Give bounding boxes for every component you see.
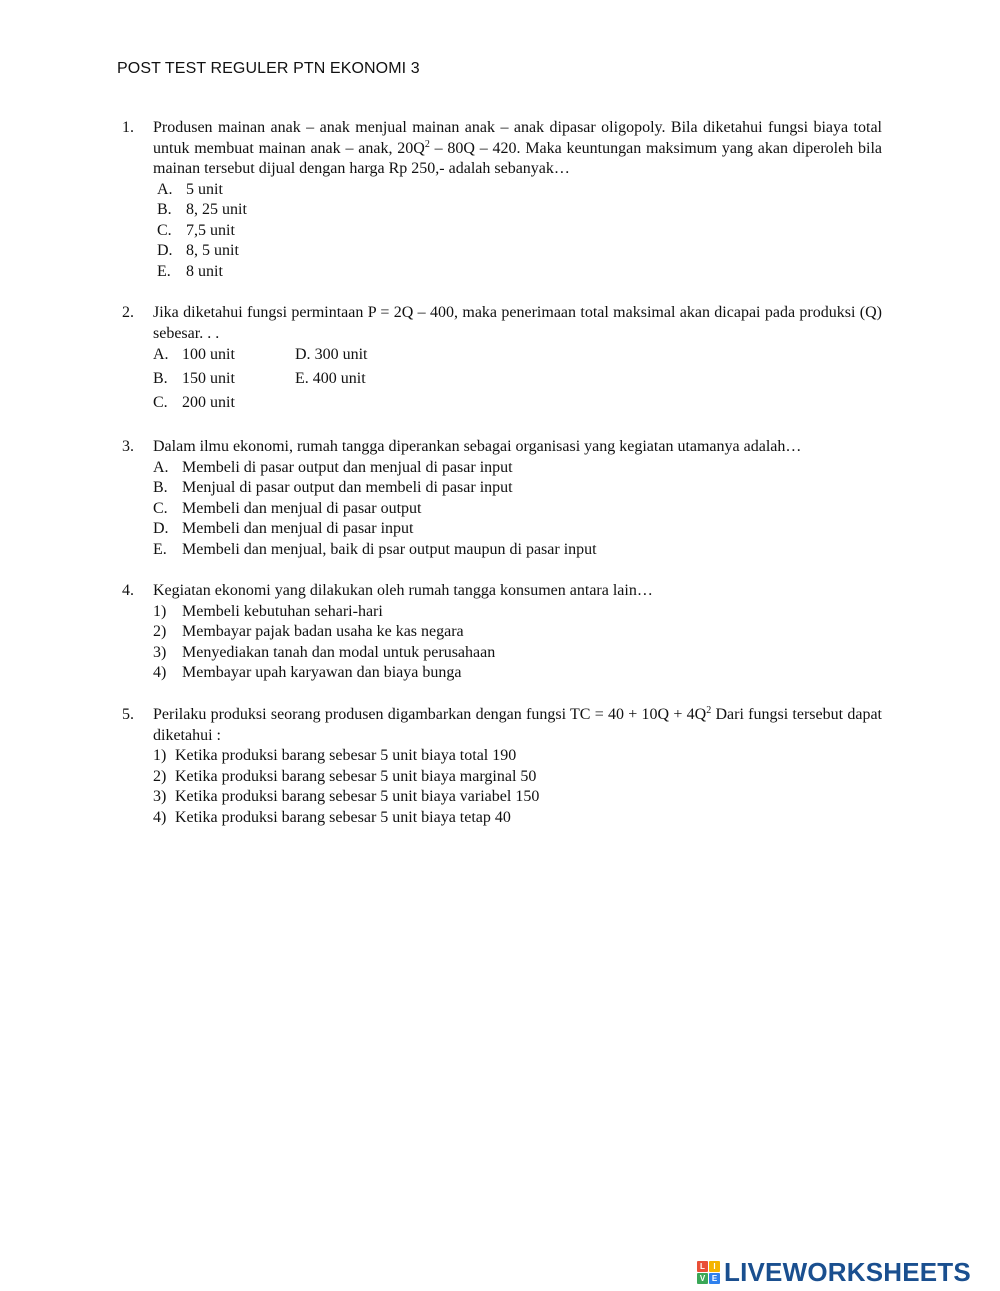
statement-2: 2) Membayar pajak badan usaha ke kas negara — [153, 623, 464, 640]
option-d[interactable]: D. Membeli dan menjual di pasar input — [153, 520, 414, 537]
option-e[interactable]: E. 8 unit — [157, 262, 223, 280]
question-1 — [122, 118, 882, 282]
question-number: 3. — [122, 438, 134, 455]
page-title: POST TEST REGULER PTN EKONOMI 3 — [117, 60, 420, 77]
superscript: 2 — [706, 705, 712, 716]
option-a[interactable]: A. 5 unit — [157, 180, 223, 198]
logo-tile-e: E — [709, 1273, 720, 1284]
option-b[interactable]: B. 8, 25 unit — [157, 201, 247, 218]
question-text: Kegiatan ekonomi yang dilakukan oleh rumah tangga konsumen antara lain… — [153, 582, 653, 599]
option-d[interactable]: D. 8, 5 unit — [157, 242, 239, 259]
logo-text: LIVEWORKSHEETS — [724, 1257, 971, 1287]
question-text: Jika diketahui fungsi permintaan P = 2Q – 400, maka penerimaan total maksimal akan dicapai pada produksi (Q) sebesar. . . — [153, 304, 882, 342]
logo-tile-v: V — [697, 1273, 708, 1284]
question-text: Perilaku produksi seorang produsen digambarkan dengan fungsi TC = $40 + 10Q + 4Q^2$ Dari fungsi tersebut dapat diketahui : — [153, 705, 882, 744]
question-5 — [122, 705, 882, 828]
option-c[interactable]: C. Membeli dan menjual di pasar output — [153, 499, 422, 517]
statement-3: 3) Ketika produksi barang sebesar 5 unit biaya variabel 150 — [153, 788, 540, 805]
statement-4: 4) Membayar upah karyawan dan biaya bunga — [153, 664, 462, 681]
option-b[interactable]: B. Menjual di pasar output dan membeli di pasar input — [153, 479, 513, 496]
statement-3: 3) Menyediakan tanah dan modal untuk perusahaan — [153, 643, 496, 661]
question-number: 1. — [122, 119, 134, 136]
logo-tiles-icon — [697, 1261, 720, 1284]
superscript: 2 — [424, 138, 430, 150]
options-grid — [153, 345, 882, 414]
liveworksheets-logo[interactable] — [697, 1257, 971, 1287]
statement-2: 2) Ketika produksi barang sebesar 5 unit biaya marginal 50 — [153, 767, 537, 785]
question-3 — [122, 437, 882, 560]
logo-tile-l: L — [697, 1261, 708, 1272]
statement-4: 4) Ketika produksi barang sebesar 5 unit biaya tetap 40 — [153, 808, 511, 826]
option-e[interactable]: E. 400 unit — [295, 370, 366, 387]
statement-1: 1) Ketika produksi barang sebesar 5 unit biaya total 190 — [153, 747, 517, 764]
question-number: 2. — [122, 304, 134, 321]
question-text: Produsen mainan anak – anak menjual mainan anak – anak dipasar oligopoly. Bila diketahui fungsi biaya total untuk membuat mainan anak – anak, $20Q^2 - 80Q - 420$. Maka keuntungan maksimum yang akan diperoleh bila mainan tersebut dijual dengan harga Rp 250,- adalah sebanyak… — [153, 119, 882, 177]
logo-tile-i: I — [709, 1261, 720, 1272]
question-text: Dalam ilmu ekonomi, rumah tangga diperankan sebagai organisasi yang kegiatan utamanya adalah… — [153, 438, 802, 455]
question-number: 4. — [122, 582, 134, 599]
option-a[interactable]: A. 100 unit — [153, 346, 235, 363]
option-d[interactable]: D. 300 unit — [295, 346, 368, 363]
option-c[interactable]: C. 7,5 unit — [157, 221, 235, 239]
question-4 — [122, 581, 882, 684]
option-b[interactable]: B. 150 unit — [153, 370, 235, 387]
question-2 — [122, 303, 882, 414]
statement-1: 1) Membeli kebutuhan sehari-hari — [153, 602, 383, 620]
option-c[interactable]: C. 200 unit — [153, 394, 235, 411]
question-number: 5. — [122, 706, 134, 723]
option-e[interactable]: E. Membeli dan menjual, baik di psar output maupun di pasar input — [153, 540, 597, 558]
option-a[interactable]: A. Membeli di pasar output dan menjual di pasar input — [153, 458, 513, 476]
